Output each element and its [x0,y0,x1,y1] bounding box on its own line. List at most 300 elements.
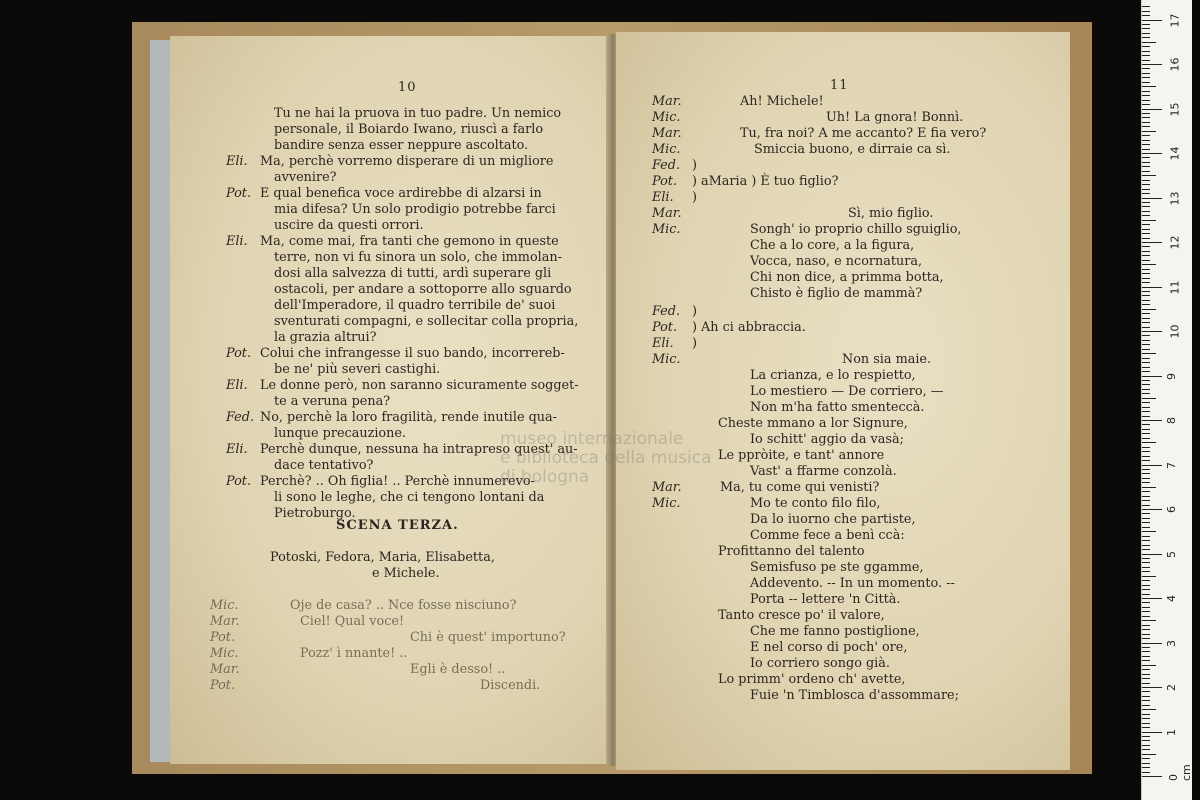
speaker-label: Pot. [210,678,236,693]
page-number-left: 10 [398,80,417,95]
ruler-tick [1142,220,1156,221]
speaker-label: Pot. [652,320,678,335]
ruler-tick [1142,149,1150,150]
ruler-tick [1142,393,1150,394]
ruler-number: 16 [1168,57,1182,72]
line-text: uscire da questi orrori. [274,218,424,233]
line-text: Perchè? .. Oh figlia! .. Perchè innumerevo- [260,474,535,489]
line-text: La crianza, e lo respietto, [750,368,916,383]
line-text: Chisto è figlio de mammà? [750,286,923,301]
ruler-tick [1142,24,1150,25]
ruler-number: 17 [1168,13,1182,27]
line-text: E qual benefica voce ardirebbe di alzarsi in [260,186,542,201]
line-text: ostacoli, per andare a sottoporre allo sguardo [274,282,572,297]
ruler-tick [1142,198,1162,199]
speaker-label: Fed. [652,158,681,173]
ruler-tick [1142,233,1150,234]
ruler-tick [1142,758,1150,759]
ruler-tick [1142,442,1156,443]
speaker-label: Mar. [652,94,682,109]
ruler-tick [1142,6,1150,7]
ruler-tick [1142,322,1150,323]
ruler-tick [1142,714,1150,715]
ruler-tick [1142,313,1150,314]
line-text: avvenire? [274,170,337,185]
line-text: Non m'ha fatto smenteccà. [750,400,925,415]
speaker-label: Eli. [226,154,248,169]
ruler-tick [1142,411,1150,412]
ruler-number: 8 [1165,417,1178,424]
line-text: bandire senza esser neppure ascoltato. [274,138,529,153]
ruler-tick [1142,327,1150,328]
line-text: dell'Imperadore, il quadro terribile de' suoi [274,298,556,313]
ruler-tick [1142,91,1150,92]
ruler-tick [1142,456,1150,457]
ruler-tick [1142,86,1156,87]
line-text: Le donne però, non saranno sicuramente sogget- [260,378,579,393]
left-page [170,36,610,764]
speaker-label: Eli. [226,234,248,249]
ruler-tick [1142,255,1150,256]
ruler-tick [1142,335,1150,336]
ruler-tick [1142,709,1156,710]
ruler-tick [1142,309,1156,310]
speaker-label: Pot. [226,346,252,361]
ruler-tick [1142,260,1150,261]
line-text: Oje de casa? .. Nce fosse nisciuno? [290,598,517,613]
ruler-tick [1142,117,1150,118]
ruler-tick [1142,687,1162,688]
ruler-tick [1142,416,1150,417]
ruler-tick [1142,331,1162,332]
line-text: Ma, come mai, fra tanti che gemono in queste [260,234,559,249]
ruler-tick [1142,518,1150,519]
ruler-number: 2 [1165,684,1178,691]
ruler-tick [1142,344,1150,345]
line-text: personale, il Boiardo Iwano, riuscì a farlo [274,122,544,137]
ruler-tick [1142,51,1150,52]
line-text: sventurati compagni, e sollecitar colla propria, [274,314,579,329]
ruler-tick [1142,109,1162,110]
ruler-tick [1142,585,1150,586]
line-text: la grazia altrui? [274,330,377,345]
speaker-label: Pot. [226,186,252,201]
ruler-tick [1142,438,1150,439]
ruler-tick [1142,554,1162,555]
line-text: Da lo iuorno che partiste, [750,512,916,527]
ruler-tick [1142,175,1156,176]
ruler-tick [1142,487,1156,488]
ruler-tick [1142,55,1150,56]
ruler-tick [1142,157,1150,158]
ruler-tick [1142,211,1150,212]
speaker-label: Mic. [652,142,681,157]
ruler-tick [1142,300,1150,301]
ruler-tick [1142,295,1150,296]
ruler-tick [1142,643,1162,644]
ruler-tick [1142,549,1150,550]
ruler-tick [1142,358,1150,359]
ruler-tick [1142,723,1150,724]
line-text: Tu, fra noi? A me accanto? E fia vero? [740,126,987,141]
ruler-tick [1142,527,1150,528]
ruler-tick [1142,460,1150,461]
ruler-tick [1142,398,1156,399]
ruler-tick [1142,482,1150,483]
ruler-tick [1142,140,1150,141]
line-text: Chi non dice, a primma botta, [750,270,944,285]
speaker-label: Eli. [226,442,248,457]
speaker-label: Mic. [652,352,681,367]
ruler-number: 11 [1168,280,1182,294]
speaker-label: Mic. [210,598,239,613]
line-text: Uh! La gnora! Bonnì. [826,110,964,125]
ruler-tick [1142,638,1150,639]
ruler-tick [1142,389,1150,390]
ruler-tick [1142,776,1162,777]
ruler-tick [1142,349,1150,350]
ruler-tick [1142,371,1150,372]
ruler-tick [1142,531,1156,532]
line-text: Egli è desso! .. [410,662,506,677]
ruler-tick [1142,380,1150,381]
line-text: Sì, mio figlio. [848,206,934,221]
ruler-tick [1142,33,1150,34]
ruler-tick [1142,727,1150,728]
ruler-tick [1142,433,1150,434]
speaker-label: Mic. [652,222,681,237]
line-text: ) [692,190,697,205]
ruler-tick [1142,611,1150,612]
ruler-tick [1142,754,1156,755]
line-text: Perchè dunque, nessuna ha intrapreso quest' au- [260,442,578,457]
line-text: Discendi. [480,678,541,693]
ruler-tick [1142,634,1150,635]
ruler-tick [1142,424,1150,425]
ruler-tick [1142,166,1150,167]
ruler-tick [1142,576,1156,577]
ruler-tick [1142,665,1156,666]
ruler-tick [1142,20,1162,21]
line-text: Che me fanno postiglione, [750,624,920,639]
speaker-label: Mar. [210,614,240,629]
ruler-tick [1142,68,1150,69]
ruler-tick [1142,73,1150,74]
ruler-tick [1142,683,1150,684]
speaker-label: Pot. [652,174,678,189]
ruler-tick [1142,291,1150,292]
speaker-label: Mic. [652,496,681,511]
line-text: Comme fece a benì ccà: [750,528,905,543]
scene-title: SCENA TERZA. [336,518,459,533]
ruler-tick [1142,522,1150,523]
line-text: dace tentativo? [274,458,374,473]
ruler-tick [1142,126,1150,127]
ruler-tick [1142,15,1150,16]
ruler-number: 3 [1165,639,1178,647]
ruler-number: 13 [1168,191,1182,205]
line-text: No, perchè la loro fragilità, rende inutile qua- [260,410,558,425]
ruler-tick [1142,28,1150,29]
ruler-tick [1142,660,1150,661]
ruler-tick [1142,180,1150,181]
ruler-tick [1142,153,1162,154]
ruler-tick [1142,420,1162,421]
ruler-tick [1142,95,1150,96]
ruler-tick [1142,42,1156,43]
ruler-tick [1142,340,1150,341]
ruler-tick [1142,674,1150,675]
ruler-tick [1142,376,1162,377]
line-text: te a veruna pena? [274,394,391,409]
line-text: Vast' a ffarme conzolà. [750,464,897,479]
line-text: Ma, perchè vorremo disperare di un migliore [260,154,554,169]
ruler-tick [1142,562,1150,563]
ruler-tick [1142,202,1150,203]
ruler-tick [1142,264,1156,265]
speaker-label: Pot. [226,474,252,489]
ruler-tick [1142,144,1150,145]
ruler-number: 14 [1168,146,1182,161]
line-text: Ma, tu come qui venisti? [720,480,880,495]
ruler-tick [1142,580,1150,581]
speaker-label: Eli. [226,378,248,393]
line-text: ) [692,158,697,173]
ruler-tick [1142,620,1156,621]
ruler-tick [1142,251,1150,252]
ruler-tick [1142,718,1150,719]
speaker-label: Fed. [226,410,255,425]
line-text: Tu ne hai la pruova in tuo padre. Un nemico [274,106,562,121]
ruler-tick [1142,616,1150,617]
ruler-tick [1142,651,1150,652]
ruler-number: 10 [1168,324,1182,339]
ruler-tick [1142,46,1150,47]
line-text: Che a lo core, a la figura, [750,238,915,253]
ruler-tick [1142,171,1150,172]
ruler-tick [1142,478,1150,479]
ruler-number: 1 [1165,728,1178,736]
ruler-tick [1142,37,1150,38]
ruler-tick [1142,536,1150,537]
line-text: Lo mestiero — De corriero, — [750,384,944,399]
ruler-tick [1142,113,1150,114]
library-watermark: museo internazionale e biblioteca della musica di bologna [500,429,712,487]
speaker-label: Fed. [652,304,681,319]
line-text: Non sia maie. [842,352,932,367]
ruler-tick [1142,273,1150,274]
line-text: Smiccia buono, e dirraie ca sì. [754,142,951,157]
ruler-unit-label: 0 cm [1167,764,1193,781]
ruler-tick [1142,505,1150,506]
line-text: Tanto cresce po' il valore, [718,608,885,623]
line-text: Io corriero songo già. [750,656,890,671]
ruler-tick [1142,229,1150,230]
measuring-ruler [1141,0,1192,800]
ruler-tick [1142,540,1150,541]
speaker-label: Mar. [210,662,240,677]
ruler-tick [1142,11,1150,12]
ruler-tick [1142,558,1150,559]
ruler-tick [1142,567,1150,568]
speaker-label: Eli. [652,190,674,205]
ruler-tick [1142,304,1150,305]
ruler-tick [1142,473,1150,474]
speaker-label: Mar. [652,126,682,141]
ruler-tick [1142,384,1150,385]
ruler-tick [1142,447,1150,448]
ruler-tick [1142,545,1150,546]
ruler-tick [1142,122,1150,123]
line-text: lunque precauzione. [274,426,406,441]
line-text: Porta -- lettere 'n Città. [750,592,901,607]
ruler-tick [1142,407,1150,408]
ruler-tick [1142,656,1150,657]
ruler-tick [1142,745,1150,746]
line-text: Mo te conto filo filo, [750,496,881,511]
ruler-tick [1142,594,1150,595]
line-text: Songh' io proprio chillo sguiglio, [750,222,962,237]
ruler-number: 7 [1165,461,1178,469]
ruler-tick [1142,669,1150,670]
ruler-tick [1142,691,1150,692]
ruler-number: 9 [1165,372,1178,380]
ruler-tick [1142,104,1150,105]
ruler-tick [1142,513,1150,514]
ruler-tick [1142,451,1150,452]
ruler-tick [1142,60,1150,61]
speaker-label: Mar. [652,480,682,495]
ruler-tick [1142,242,1162,243]
line-text: Ah! Michele! [740,94,824,109]
ruler-tick [1142,77,1150,78]
line-text: ) [692,336,697,351]
ruler-tick [1142,736,1150,737]
line-text: Le ppròite, e tant' annore [718,448,885,463]
line-text: Addevento. -- In un momento. -- [750,576,955,591]
speaker-label: Pot. [210,630,236,645]
ruler-tick [1142,700,1150,701]
line-text: Cheste mmano a lor Signure, [718,416,908,431]
page-number-right: 11 [830,78,849,93]
ruler-tick [1142,625,1150,626]
ruler-tick [1142,318,1150,319]
ruler-tick [1142,571,1150,572]
ruler-tick [1142,353,1156,354]
line-text: E nel corso di poch' ore, [750,640,908,655]
ruler-tick [1142,705,1150,706]
ruler-tick [1142,100,1150,101]
line-text: Vocca, naso, e ncornatura, [750,254,923,269]
ruler-tick [1142,500,1150,501]
ruler-tick [1142,602,1150,603]
ruler-number: 15 [1168,102,1182,116]
ruler-tick [1142,269,1150,270]
ruler-tick [1142,607,1150,608]
ruler-tick [1142,491,1150,492]
ruler-tick [1142,64,1162,65]
ruler-tick [1142,496,1150,497]
ruler-tick [1142,224,1150,225]
ruler-tick [1142,598,1162,599]
line-text: Colui che infrangesse il suo bando, incorrereb- [260,346,565,361]
ruler-tick [1142,189,1150,190]
cast-list: Potoski, Fedora, Maria, Elisabetta, [270,550,495,565]
line-text: li sono le leghe, che ci tengono lontani da [274,490,545,505]
speaker-label: Mar. [652,206,682,221]
ruler-tick [1142,767,1150,768]
line-text: Pozz' ì nnante! .. [300,646,408,661]
speaker-label: Mic. [210,646,239,661]
line-text: ) Ah ci abbraccia. [692,320,806,335]
ruler-number: 6 [1165,506,1178,513]
line-text: ) [692,304,697,319]
ruler-number: 5 [1165,550,1178,558]
ruler-tick [1142,429,1150,430]
ruler-tick [1142,287,1162,288]
line-text: Pietroburgo. [274,506,356,521]
ruler-tick [1142,740,1150,741]
ruler-tick [1142,362,1150,363]
line-text: dosi alla salvezza di tutti, ardì superare gli [274,266,552,281]
ruler-number: 4 [1165,595,1178,602]
line-text: be ne' più severi castighi. [274,362,441,377]
ruler-tick [1142,135,1150,136]
ruler-tick [1142,629,1150,630]
speaker-label: Mic. [652,110,681,125]
ruler-tick [1142,749,1150,750]
ruler-tick [1142,696,1150,697]
right-page [616,32,1070,770]
ruler-tick [1142,238,1150,239]
ruler-tick [1142,184,1150,185]
ruler-tick [1142,246,1150,247]
line-text: ) aMaria ) È tuo figlio? [692,174,839,189]
ruler-tick [1142,82,1150,83]
ruler-tick [1142,589,1150,590]
line-text: Ciel! Qual voce! [300,614,405,629]
ruler-tick [1142,215,1150,216]
ruler-tick [1142,509,1162,510]
ruler-tick [1142,367,1150,368]
ruler-tick [1142,647,1150,648]
line-text: Fuie 'n Timblosca d'assommare; [750,688,959,703]
ruler-tick [1142,206,1150,207]
line-text: Profittanno del talento [718,544,865,559]
ruler-tick [1142,678,1150,679]
ruler-tick [1142,131,1156,132]
ruler-tick [1142,772,1150,773]
ruler-tick [1142,162,1150,163]
cast-list-continued: e Michele. [372,566,440,581]
ruler-tick [1142,465,1162,466]
ruler-number: 12 [1168,235,1182,250]
ruler-tick [1142,278,1150,279]
ruler-tick [1142,469,1150,470]
ruler-tick [1142,402,1150,403]
ruler-tick [1142,282,1150,283]
line-text: Io schitt' aggio da vasà; [750,432,904,447]
ruler-tick [1142,193,1150,194]
ruler-tick [1142,732,1162,733]
line-text: mia difesa? Un solo prodigio potrebbe farci [274,202,556,217]
line-text: Semisfuso pe ste ggamme, [750,560,924,575]
line-text: terre, non vi fu sinora un solo, che immolan- [274,250,562,265]
line-text: Chi è quest' importuno? [410,630,566,645]
speaker-label: Eli. [652,336,674,351]
ruler-tick [1142,763,1150,764]
line-text: Lo primm' ordeno ch' avette, [718,672,906,687]
